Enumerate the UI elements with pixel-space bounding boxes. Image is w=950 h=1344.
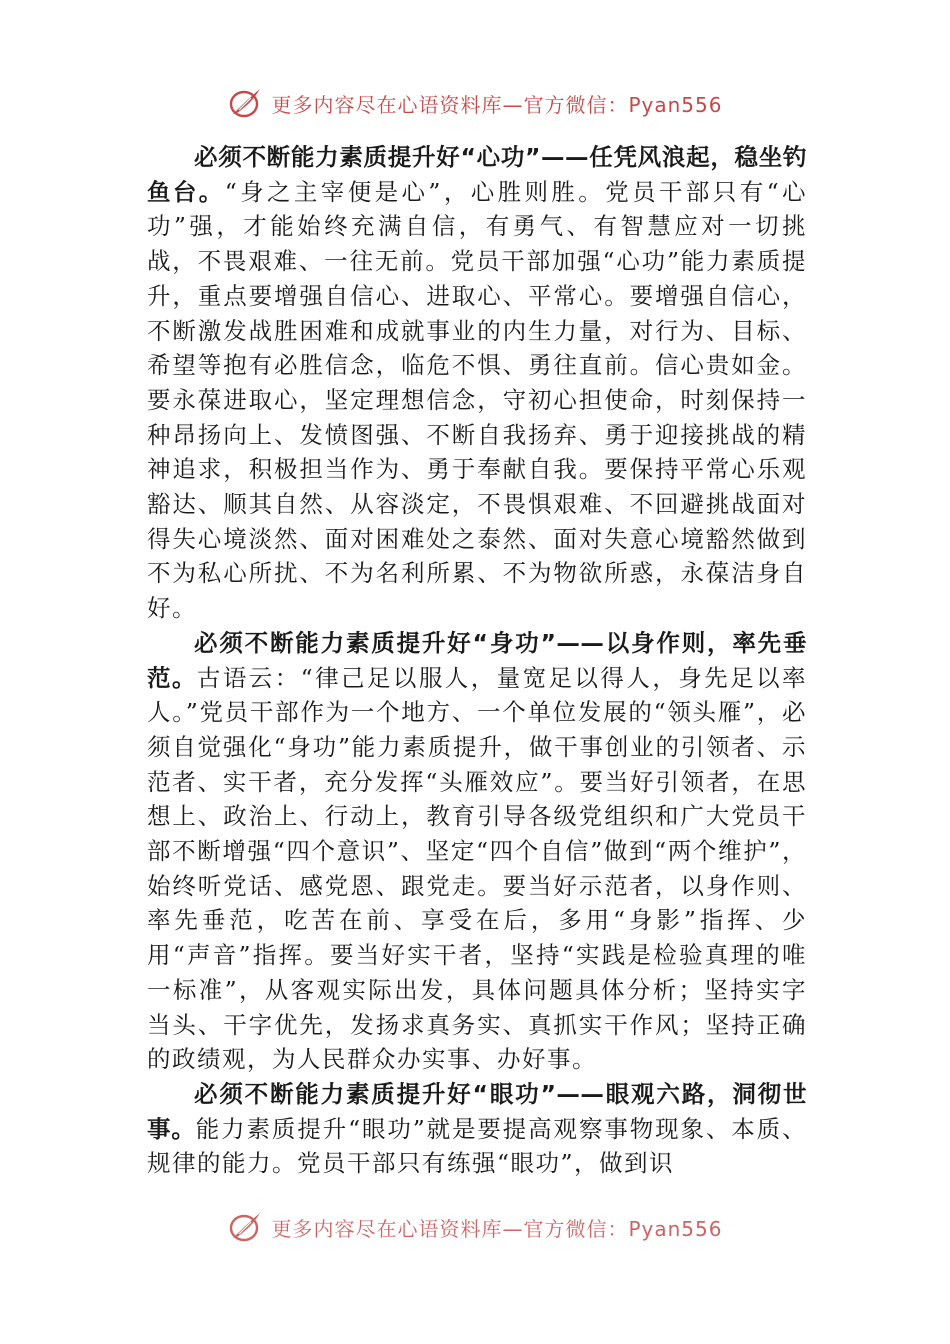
watermark-footer — [0, 1210, 950, 1244]
paragraph-lead: 必须不断能力素质提升好“身功”——以身作则，率先垂范。 — [147, 628, 807, 692]
paragraph-heart-skill — [147, 140, 807, 626]
feather-logo-icon — [227, 86, 263, 120]
paragraph-lead: 必须不断能力素质提升好“心功”——任凭风浪起，稳坐钓鱼台。 — [147, 143, 807, 206]
watermark-text: 更多内容尽在心语资料库—官方微信：Pyan556 — [271, 92, 723, 117]
watermark-text: 更多内容尽在心语资料库—官方微信：Pyan556 — [271, 1216, 723, 1241]
document-body — [147, 140, 807, 1181]
paragraph-body-skill — [147, 626, 807, 1077]
feather-logo-icon — [227, 1210, 263, 1244]
paragraph-text: “身之主宰便是心”，心胜则胜。党员干部只有“心功”强，才能始终充满自信，有勇气、有智慧应对一切挑战，不畏艰难、一往无前。党员干部加强“心功”能力素质提升，重点要增强自信心、进取心、平常心。要增强自信心，不断激发战胜困难和成就事业的内生力量，对行为、目标、希望等抱有必胜信念，临危不惧、勇往直前。信心贵如金。要永葆进取心，坚定理想信念，守初心担使命，时刻保持一种昂扬向上、发愤图强、不断自我扬弃、勇于迎接挑战的精神追求，积极担当作为、勇于奉献自我。要保持平常心乐观豁达、顺其自然、从容淡定，不畏惧艰难、不回避挑战面对得失心境淡然、面对困难处之泰然、面对失意心境豁然做到不为私心所扰、不为名利所累、不为物欲所惑，永葆洁身自好。 — [147, 177, 808, 623]
watermark-header — [0, 86, 950, 120]
paragraph-text: 能力素质提升“眼功”就是要提高观察事物现象、本质、规律的能力。党员干部只有练强“眼功”，做到识 — [147, 1114, 808, 1178]
paragraph-lead: 必须不断能力素质提升好“眼功”——眼观六路，洞彻世事。 — [147, 1079, 807, 1143]
paragraph-text: 古语云：“律己足以服人，量宽足以得人，身先足以率人。”党员干部作为一个地方、一个单位发展的“领头雁”，必须自觉强化“身功”能力素质提升，做干事创业的引领者、示范者、实干者，充分发挥“头雁效应”。要当好引领者，在思想上、政治上、行动上，教育引导各级党组织和广大党员干部不断增强“四个意识”、坚定“四个自信”做到“两个维护”，始终听党话、感党恩、跟党走。要当好示范者，以身作则、率先垂范，吃苦在前、享受在后，多用“身影”指挥、少用“声音”指挥。要当好实干者，坚持“实践是检验真理的唯一标准”，从客观实际出发，具体问题具体分析；坚持实字当头、干字优先，发扬求真务实、真抓实干作风；坚持正确的政绩观，为人民群众办实事、办好事。 — [147, 663, 808, 1074]
paragraph-eye-skill — [147, 1077, 807, 1181]
